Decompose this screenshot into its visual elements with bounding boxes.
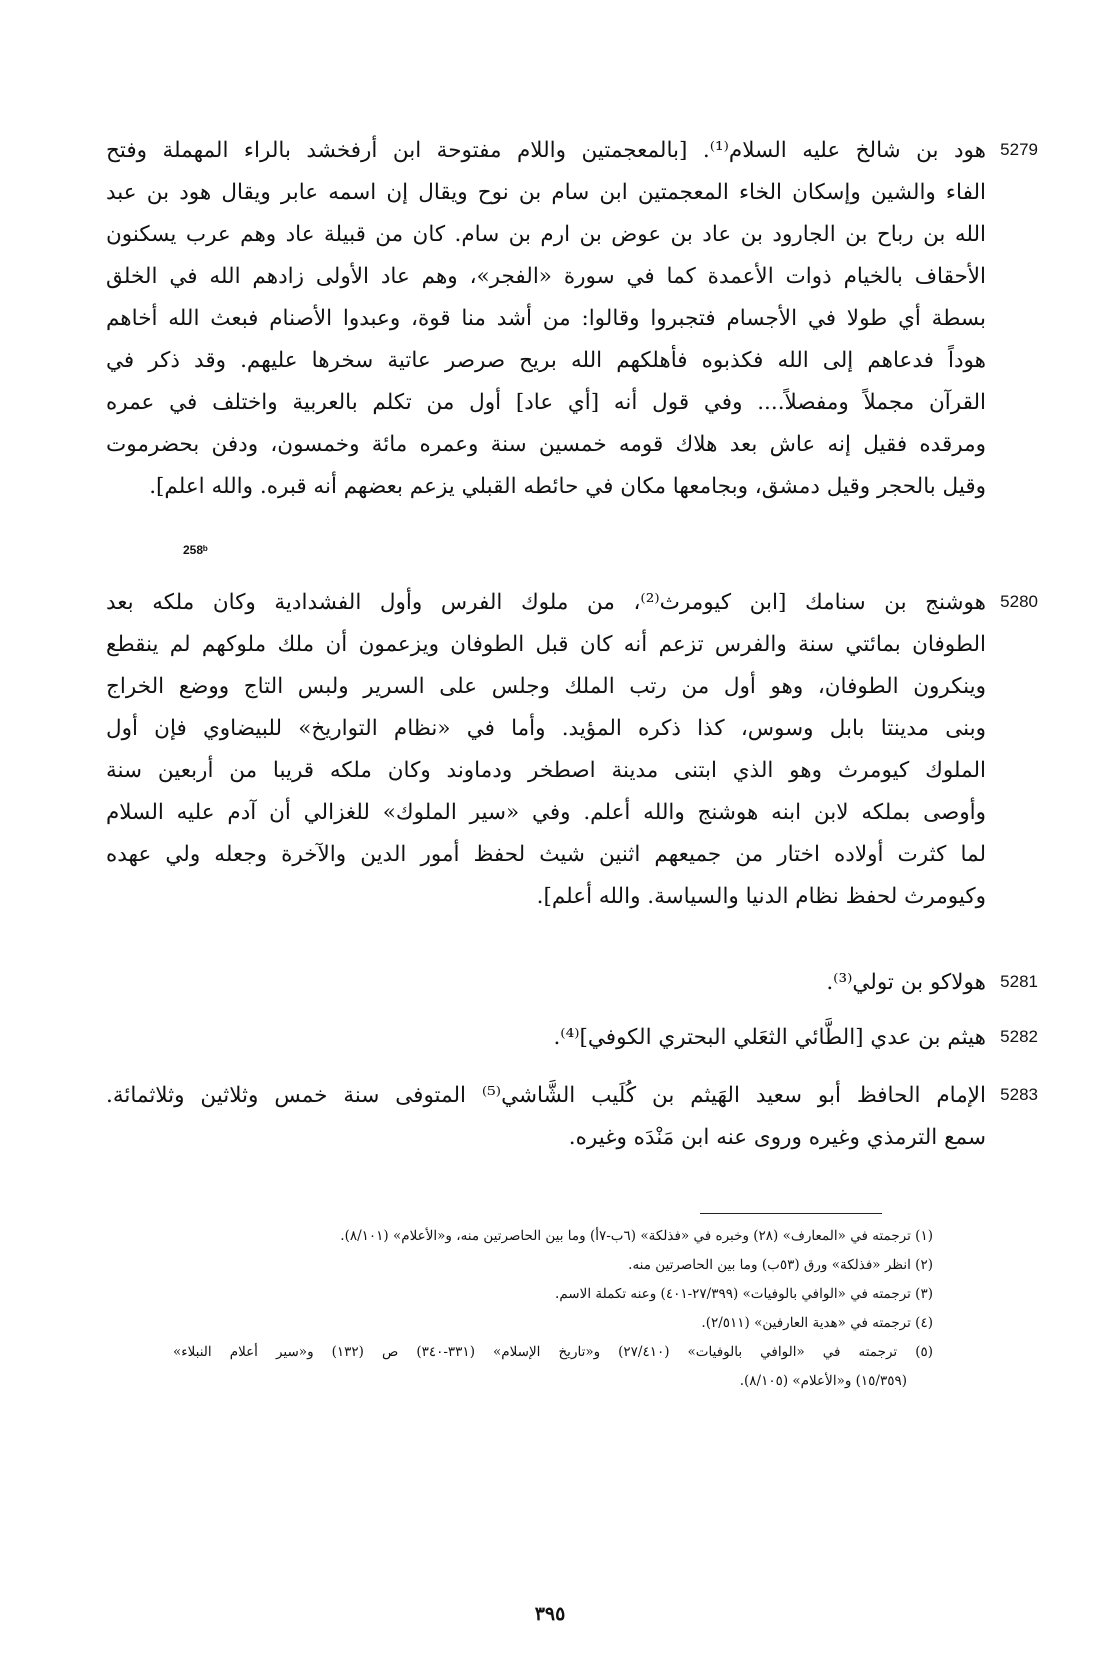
entry-line: الله بن رباح بن الجارود بن عاد بن عوض بن ارم بن سام. كان من قبيلة عاد وهم عرب يسكنون (106, 222, 986, 247)
entry-line: القرآن مجملاً ومفصلاً.... وفي قول أنه [أي عاد] أول من تكلم بالعربية واختلف في عمره (106, 390, 986, 415)
page-number: ٣٩٥ (534, 1603, 566, 1625)
entry-line: سمع الترمذي وغيره وروى عنه ابن مَنْدَه وغيره. (568, 1125, 986, 1150)
folio-marker: 258ᵇ (183, 543, 208, 557)
entry-line: الملوك كيومرث وهو الذي ابتنى مدينة اصطخر ودماوند وكان ملكه قريبا من أربعين سنة (106, 758, 986, 783)
entry-line: هولاكو بن تولي⁽³⁾. (826, 970, 986, 995)
entry-line: الطوفان بمائتي سنة والفرس تزعم أنه كان قبل الطوفان ويزعمون أن ملك ملوكهم لم ينقطع (106, 632, 986, 657)
entry-number: 5283 (1000, 1085, 1038, 1104)
entry-5282 (106, 1017, 1038, 1059)
entry-number: 5279 (1000, 140, 1038, 159)
entry-line: هوداً فدعاهم إلى الله فكذبوه فأهلكهم الله بريح صرصر عاتية سخرها عليهم. وقد ذكر في (106, 348, 986, 373)
entry-number: 5280 (1000, 592, 1038, 611)
entry-line: وبنى مدينتا بابل وسوس، كذا ذكره المؤيد. وأما في «نظام التواريخ» للبيضاوي فإن أول (106, 716, 986, 741)
footnotes (173, 1222, 933, 1396)
entry-line: هوشنج بن سنامك [ابن كيومرث⁽²⁾، من ملوك الفرس وأول الفشدادية وكان ملكه بعد (106, 590, 986, 615)
entry-number: 5281 (1000, 972, 1038, 991)
entry-line: بسطة أي طولا في الأجسام فتجبروا وقالوا: من أشد منا قوة، وعبدوا الأصنام فبعث الله أخاهم (106, 306, 986, 331)
footnote: (٣) ترجمته في «الوافي بالوفيات» (٢٧/٣٩٩-٤٠١) وعنه تكملة الاسم. (555, 1286, 933, 1302)
footnote: (٥) ترجمته في «الوافي بالوفيات» (٢٧/٤١٠) و«تاريخ الإسلام» (٣٣١-٣٤٠) ص (١٣٢) و«سير أعلام النبلاء» (173, 1344, 933, 1360)
entry-5279 (106, 130, 1038, 508)
entry-line: لما كثرت أولاده اختار من جميعهم اثنين شيث لحفظ أمور الدين والآخرة وجعله ولي عهده (106, 842, 986, 867)
entry-line: ومرقده فقيل إنه عاش بعد هلاك قومه خمسين سنة وعمره مائة وخمسون، ودفن بحضرموت (106, 432, 986, 457)
entry-line: وكيومرث لحفظ نظام الدنيا والسياسة. والله أعلم]. (536, 884, 986, 909)
entry-line: الإمام الحافظ أبو سعيد الهَيثم بن كُلَيب الشَّاشي⁽⁵⁾ المتوفى سنة خمس وثلاثين وثلاثمائة. (106, 1083, 986, 1108)
entry-line: وأوصى بملكه لابن ابنه هوشنج والله أعلم. وفي «سير الملوك» للغزالي أن آدم عليه السلام (106, 800, 986, 825)
entry-line: وقيل بالحجر وقيل دمشق، وبجامعها مكان في حائطه القبلي يزعم بعضهم أنه قبره. والله اعلم]. (149, 474, 986, 499)
footnote: (٢) انظر «فذلكة» ورق (٥٣ب) وما بين الحاصرتين منه. (628, 1257, 933, 1273)
entry-line: الأحقاف بالخيام ذوات الأعمدة كما في سورة «الفجر»، وهم عاد الأولى زادهم الله في الخلق (106, 264, 986, 289)
footnote-divider (700, 1213, 882, 1214)
footnote: (٤) ترجمته في «هدية العارفين» (٢/٥١١). (701, 1315, 933, 1331)
entry-line: وينكرون الطوفان، وهو أول من رتب الملك وجلس على السرير ولبس التاج ووضع الخراج (106, 674, 986, 699)
entry-line: الفاء والشين وإسكان الخاء المعجمتين ابن سام بن نوح ويقال إن اسمه عابر ويقال هود بن عبد (106, 180, 986, 205)
footnote: (١) ترجمته في «المعارف» (٢٨) وخبره في «فذلكة» (٦ب-٧أ) وما بين الحاصرتين منه، و«الأعلام» (٨/١٠١). (340, 1228, 933, 1244)
footnote-continuation: (١٥/٣٥٩) و«الأعلام» (٨/١٠٥). (739, 1373, 907, 1389)
entry-line: هيثم بن عدي [الطَّائي الثعَلي البحتري الكوفي]⁽⁴⁾. (553, 1025, 986, 1050)
entry-5283 (106, 1075, 1038, 1159)
entry-5280 (106, 582, 1038, 918)
entry-number: 5282 (1000, 1027, 1038, 1046)
entry-5281 (106, 962, 1038, 1004)
entry-line: هود بن شالخ عليه السلام⁽¹⁾. [بالمعجمتين واللام مفتوحة ابن أرفخشد بالراء المهملة وفتح (106, 138, 986, 163)
